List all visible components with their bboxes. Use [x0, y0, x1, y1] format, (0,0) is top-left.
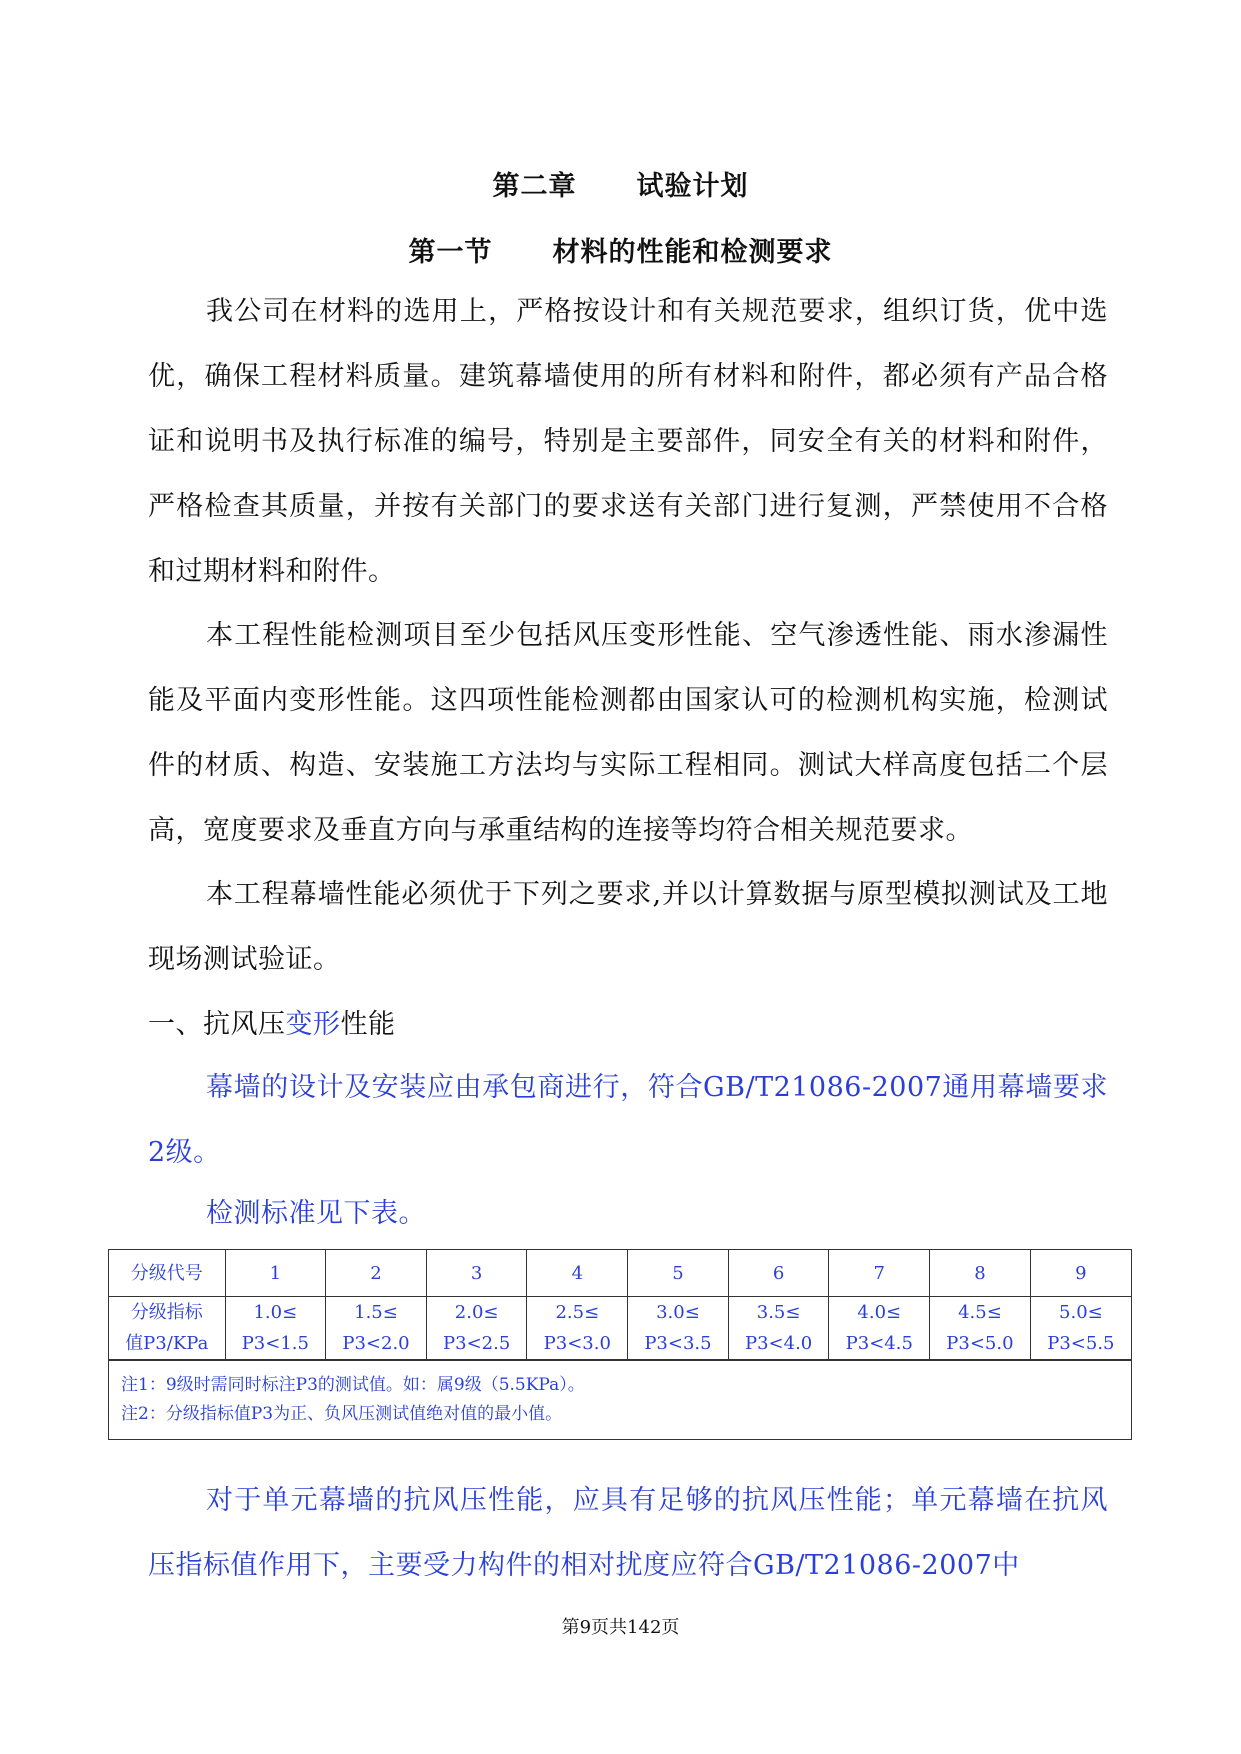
paragraph-unit-curtain-wall: 对于单元幕墙的抗风压性能，应具有足够的抗风压性能；单元幕墙在抗风压指标值作用下，主要受力构件的相对扰度应符合GB/T21086-2007中 — [148, 1485, 1108, 1581]
range-lower: 3.5≤ — [756, 1302, 801, 1323]
page-footer: 第9页共142页 — [561, 1617, 680, 1638]
range-lower: 1.5≤ — [354, 1302, 398, 1323]
table-row-ranges — [109, 1297, 1131, 1360]
paragraph-materials: 我公司在材料的选用上，严格按设计和有关规范要求，组织订货，优中选优，确保工程材料质量。建筑幕墙使用的所有材料和附件，都必须有产品合格证和说明书及执行标准的编号，特别是主要部件，同安全有关的材料和附件，严格检查其质量，并按有关部门的要求送有关部门进行复测，严禁使用不合格和过期材料和附件。 — [148, 296, 1108, 587]
range-label-line1: 分级指标 — [130, 1302, 203, 1323]
item-heading-suffix: 性能 — [340, 1009, 396, 1040]
range-cell — [527, 1297, 628, 1360]
range-upper: P3<4.5 — [845, 1333, 913, 1354]
range-lower: 5.0≤ — [1059, 1302, 1103, 1323]
range-cell — [1030, 1297, 1131, 1360]
range-lower: 1.0≤ — [253, 1302, 298, 1323]
range-cell — [930, 1297, 1031, 1360]
paragraph-requirements: 本工程幕墙性能必须优于下列之要求,并以计算数据与原型模拟测试及工地现场测试验证。 — [148, 879, 1108, 975]
range-upper: P3<1.5 — [241, 1333, 309, 1354]
range-cell — [426, 1297, 527, 1360]
table-notes — [109, 1360, 1131, 1439]
range-label-line2: 值P3/KPa — [125, 1333, 209, 1354]
range-label-cell — [109, 1297, 225, 1360]
grading-table — [108, 1249, 1132, 1440]
range-upper: P3<4.0 — [744, 1333, 813, 1354]
grade-cell: 5 — [628, 1250, 729, 1297]
paragraph-design-install: 幕墙的设计及安装应由承包商进行，符合GB/T21086-2007通用幕墙要求2级。 — [148, 1072, 1108, 1168]
range-upper: P3<3.5 — [644, 1333, 712, 1354]
table-note-1: 注1：9级时需同时标注P3的测试值。如：属9级（5.5KPa）。 — [121, 1375, 585, 1395]
range-upper: P3<3.0 — [543, 1333, 611, 1354]
grade-cell: 4 — [527, 1250, 628, 1297]
section-number: 第一节 — [408, 237, 493, 268]
grade-cell: 1 — [225, 1250, 326, 1297]
item-heading-prefix: 一、抗风压 — [148, 1009, 286, 1040]
table-note-2: 注2：分级指标值P3为正、负风压测试值绝对值的最小值。 — [121, 1404, 563, 1424]
range-cell — [628, 1297, 729, 1360]
table-row-grades — [109, 1250, 1131, 1297]
range-upper: P3<5.5 — [1047, 1333, 1115, 1354]
grade-cell: 7 — [829, 1250, 930, 1297]
grade-cell: 8 — [930, 1250, 1031, 1297]
range-cell — [829, 1297, 930, 1360]
range-lower: 2.5≤ — [555, 1302, 600, 1323]
range-lower: 4.5≤ — [958, 1302, 1002, 1323]
range-upper: P3<5.0 — [946, 1333, 1014, 1354]
item-heading-wind-pressure — [148, 992, 396, 1057]
chapter-title — [0, 164, 1241, 203]
range-upper: P3<2.0 — [342, 1333, 410, 1354]
table-header-label: 分级代号 — [109, 1250, 225, 1297]
range-lower: 4.0≤ — [857, 1302, 902, 1323]
range-cell — [728, 1297, 829, 1360]
grade-cell: 3 — [426, 1250, 527, 1297]
range-cell — [326, 1297, 427, 1360]
range-cell — [225, 1297, 326, 1360]
range-lower: 2.0≤ — [454, 1302, 499, 1323]
range-upper: P3<2.5 — [443, 1333, 511, 1354]
grade-cell: 9 — [1030, 1250, 1131, 1297]
chapter-number: 第二章 — [492, 171, 577, 202]
section-name: 材料的性能和检测要求 — [552, 237, 833, 268]
grade-cell: 6 — [728, 1250, 829, 1297]
item-heading-highlight: 变形 — [285, 1009, 341, 1040]
range-lower: 3.0≤ — [656, 1302, 700, 1323]
section-title — [0, 230, 1241, 269]
grade-cell: 2 — [326, 1250, 427, 1297]
paragraph-performance-tests: 本工程性能检测项目至少包括风压变形性能、空气渗透性能、雨水渗漏性能及平面内变形性能。这四项性能检测都由国家认可的检测机构实施，检测试件的材质、构造、安装施工方法均与实际工程相同。测试大样高度包括二个层高，宽度要求及垂直方向与承重结构的连接等均符合相关规范要求。 — [148, 620, 1108, 846]
paragraph-table-intro: 检测标准见下表。 — [206, 1198, 426, 1229]
chapter-name: 试验计划 — [636, 171, 749, 202]
